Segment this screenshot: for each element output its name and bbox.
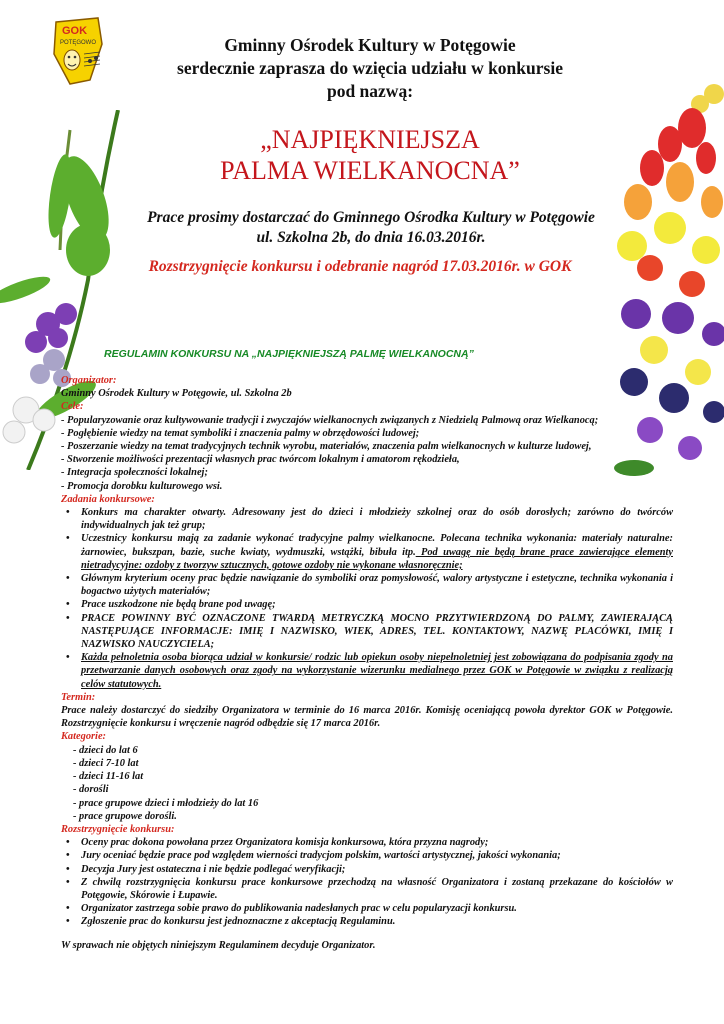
svg-text:GOK: GOK <box>62 25 88 37</box>
svg-text:POTĘGOWO: POTĘGOWO <box>60 40 96 46</box>
task-item: • Konkurs ma charakter otwarty. Adresowany jest do dzieci i młodzieży szkolnej oraz do osób dorosłych; zarówno do twórców indywidualnych jak też grup; <box>61 506 673 532</box>
tasks-list <box>61 506 673 691</box>
contest-title <box>160 124 580 186</box>
goals-heading: Cele: <box>61 401 84 413</box>
organizer-text: Gminny Ośrodek Kultury w Potęgowie, ul. Szkolna 2b <box>61 388 292 400</box>
title-line-1: „NAJPIĘKNIEJSZA <box>260 125 480 154</box>
category-item: - prace grupowe dorośli. <box>73 810 177 822</box>
category-item: - dzieci 11-16 lat <box>73 771 144 783</box>
submission-info <box>116 208 626 248</box>
deadline-text: Prace należy dostarczyć do siedziby Organizatora w terminie do 16 marca 2016r. Komisję oceniającą powoła dyrektor GOK w Potęgowie. Rozstrzygnięcie konkursu i wręczenie nagród odbędzie się 17 marca 2016r. <box>61 705 673 730</box>
category-item: - dzieci 7-10 lat <box>73 757 139 769</box>
resolution-item: • Jury oceniać będzie prace pod względem wierności tradycjom polskim, wartości artystycznej, jakości wykonania; <box>61 849 673 862</box>
goal-item: - Pogłębienie wiedzy na temat symboliki i znaczenia palmy w obrzędowości ludowej; <box>61 427 420 439</box>
header <box>110 34 630 103</box>
header-line-3: pod nazwą: <box>326 81 414 101</box>
goal-item: - Poszerzanie wiedzy na temat tradycyjnych technik wyrobu, materiałów, znaczenia palm wielkanocnych w kulturze ludowej, <box>61 441 592 453</box>
resolution-item: • Z chwilą rozstrzygnięcia konkursu prace konkursowe przechodzą na własność Organizatora i zostaną przekazane do kościołów w Potęgowie, Skórowie i Łupawie. <box>61 876 673 902</box>
task-item: • Głównym kryterium oceny prac będzie nawiązanie do symboliki oraz pomysłowość, walory artystyczne i estetyczne, technika wykonania i bogactwo użytych materiałów; <box>61 572 673 598</box>
category-item: - dzieci do lat 6 <box>73 744 138 756</box>
category-item: - dorośli <box>73 784 109 796</box>
task-item: • Każda pełnoletnia osoba biorąca udział w konkursie/ rodzic lub opiekun osoby niepełnoletniej jest zobowiązana do podpisania zgody na przetwarzanie danych osobowych oraz zgody na wykorzystanie wizerunku medialnego przez GOK w Potęgowie w związku z realizacją celów statutowych. <box>61 651 673 691</box>
goal-item: - Popularyzowanie oraz kultywowanie tradycji i zwyczajów wielkanocnych związanych z Niedzielą Palmową oraz Wielkanocą; <box>61 414 599 426</box>
goal-item: - Integracja społeczności lokalnej; <box>61 467 208 479</box>
gok-logo <box>46 14 110 94</box>
deadline-heading: Termin: <box>61 691 96 703</box>
regulations-title: REGULAMIN KONKURSU NA „NAJPIĘKNIEJSZĄ PALMĘ WIELKANOCNĄ” <box>104 348 474 360</box>
submission-line-2: ul. Szkolna 2b, do dnia 16.03.2016r. <box>256 229 486 246</box>
task-item: • PRACE POWINNY BYĆ OZNACZONE TWARDĄ METRYCZKĄ MOCNO PRZYTWIERDZONĄ DO PALMY, ZAWIERAJĄCĄ NASTĘPUJĄCE INFORMACJE: IMIĘ I NAZWISKO, WIEK, ADRES, TEL. KONTAKTOWY, NAZWĘ PLACÓWKI, IMIĘ I NAZWISKO NAUCZYCIELA; <box>61 612 673 652</box>
resolution-item: • Organizator zastrzega sobie prawo do publikowania nadesłanych prac w celu popularyzacji konkursu. <box>61 902 673 915</box>
resolution-item: • Decyzja Jury jest ostateczna i nie będzie podlegać weryfikacji; <box>61 863 673 876</box>
goal-item: - Promocja dorobku kulturowego wsi. <box>61 480 223 492</box>
header-line-1: Gminny Ośrodek Kultury w Potęgowie <box>224 35 516 55</box>
categories-heading: Kategorie: <box>61 731 107 743</box>
title-line-2: PALMA WIELKANOCNA” <box>220 156 520 185</box>
goal-item: - Stworzenie możliwości prezentacji własnych prac twórcom lokalnym i amatorom rękodzieła, <box>61 454 460 466</box>
resolution-item: • Zgłoszenie prac do konkursu jest jednoznaczne z akceptacją Regulaminu. <box>61 915 673 928</box>
results-line: Rozstrzygnięcie konkursu i odebranie nagród 17.03.2016r. w GOK <box>148 258 572 275</box>
task-item: • Prace uszkodzone nie będą brane pod uwagę; <box>61 598 673 611</box>
resolution-list <box>61 836 673 928</box>
resolution-item: • Oceny prac dokona powołana przez Organizatora komisja konkursowa, która przyzna nagrody; <box>61 836 673 849</box>
resolution-heading: Rozstrzygnięcie konkursu: <box>61 823 175 835</box>
tasks-heading: Zadania konkursowe: <box>61 493 155 505</box>
regulations-body <box>61 374 673 952</box>
header-line-2: serdecznie zaprasza do wzięcia udziału w konkursie <box>177 58 563 78</box>
footer-note: W sprawach nie objętych niniejszym Regulaminem decyduje Organizator. <box>61 939 376 951</box>
organizer-heading: Organizator: <box>61 375 117 386</box>
submission-line-1: Prace prosimy dostarczać do Gminnego Ośrodka Kultury w Potęgowie <box>147 209 595 226</box>
task-item: • Uczestnicy konkursu mają za zadanie wykonać tradycyjne palmy wielkanocne. Polecana technika wykonania: materiały naturalne: żarnowiec, bukszpan, bazie, suche kwiaty, wydmuszki, wstążki, bibuła itp. Pod uwagę nie będą brane prace zawierające elementy nietradycyjne: ozdoby z tworzyw sztucznych, gotowe ozdoby nie wykonane własnoręcznie; <box>61 532 673 572</box>
category-item: - prace grupowe dzieci i młodzieży do lat 16 <box>73 797 259 809</box>
